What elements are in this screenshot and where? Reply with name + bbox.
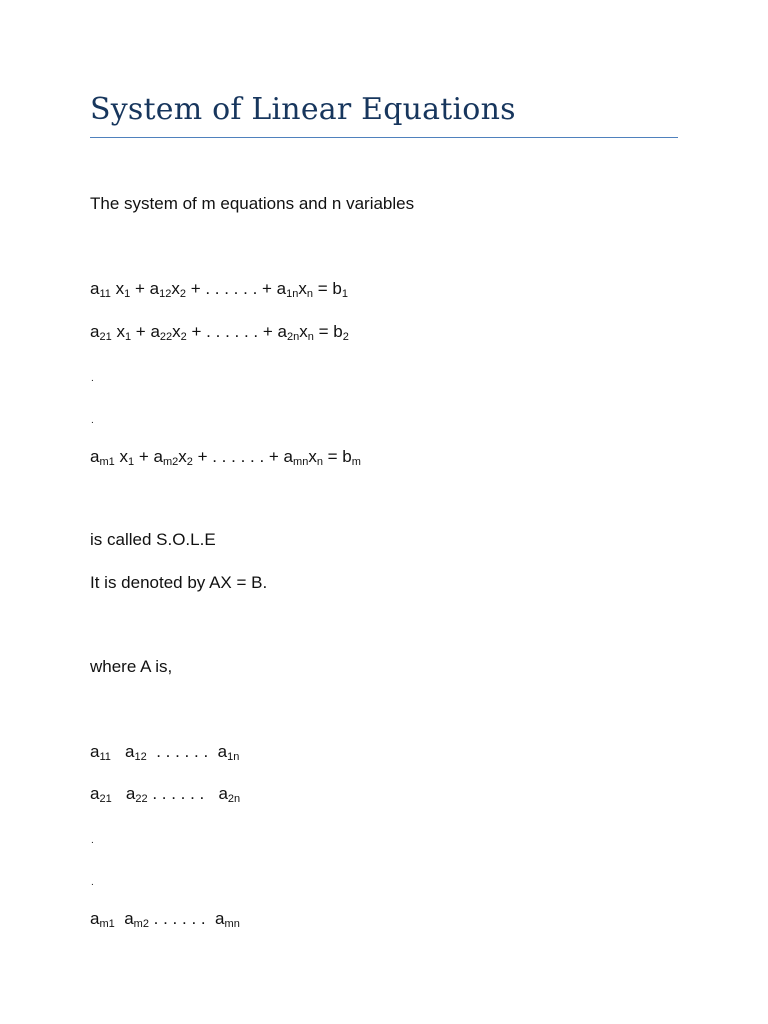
denoted-text: It is denoted by AX = B. xyxy=(90,573,268,592)
ellipsis-dot: . xyxy=(91,835,94,846)
eqm-b-sub: m xyxy=(351,456,361,468)
eq2-xn: x xyxy=(299,322,308,341)
eqm-x2-sub: 2 xyxy=(186,456,193,468)
eqm-x2: x xyxy=(178,447,187,466)
m2-a2: a xyxy=(111,784,136,803)
eq2-x2: x xyxy=(172,322,181,341)
equation-2 xyxy=(90,321,349,343)
eq1-a: a xyxy=(90,279,100,298)
ellipsis-dot: . xyxy=(91,877,94,888)
where-text: where A is, xyxy=(90,657,173,676)
m2-s1: 21 xyxy=(99,793,112,805)
eq1-eq: = b xyxy=(313,279,342,298)
equation-m xyxy=(90,446,361,468)
eq1-xn: x xyxy=(298,279,307,298)
mm-s2: m2 xyxy=(133,918,149,930)
m2-s2: 22 xyxy=(135,793,148,805)
mm-a: a xyxy=(90,909,100,928)
matrix-row-2 xyxy=(90,783,240,805)
eqm-xn-sub: n xyxy=(316,456,323,468)
m2-s3: 2n xyxy=(227,793,241,805)
eq2-xn-sub: n xyxy=(307,331,314,343)
eq2-x1-sub: 1 xyxy=(124,331,132,343)
eq1-x1-sub: 1 xyxy=(124,288,131,300)
eq2-eq: = b xyxy=(313,322,343,341)
eqm-p1: + a xyxy=(134,447,163,466)
m1-dots: . . . . . . a xyxy=(146,742,228,761)
matrix-row-1 xyxy=(90,741,239,763)
eq1-x2-sub: 2 xyxy=(179,288,186,300)
m2-a: a xyxy=(90,784,100,803)
mm-s3: mn xyxy=(224,918,240,930)
m1-a2: a xyxy=(110,742,135,761)
eq2-dots: + . . . . . . + a xyxy=(186,322,287,341)
mm-dots: . . . . . . a xyxy=(148,909,225,928)
called-text: is called S.O.L.E xyxy=(90,530,216,549)
eq2-a-sub: 21 xyxy=(99,331,112,343)
eq2-a: a xyxy=(90,322,100,341)
m1-s2: 12 xyxy=(134,751,147,763)
eqm-am2-sub: m2 xyxy=(162,456,179,468)
eq1-x1: x xyxy=(110,279,125,298)
mm-a2: a xyxy=(114,909,134,928)
eq2-a2n-sub: 2n xyxy=(286,331,300,343)
eq1-x2: x xyxy=(171,279,180,298)
eq2-x1: x xyxy=(111,322,125,341)
eqm-eq: = b xyxy=(322,447,352,466)
eqm-dots: + . . . . . . + a xyxy=(192,447,294,466)
title-underline xyxy=(90,137,678,138)
intro-text: The system of m equations and n variables xyxy=(90,194,415,213)
eq1-p1: + a xyxy=(130,279,160,298)
eq1-a1n-sub: 1n xyxy=(286,288,299,300)
page-title: System of Linear Equations xyxy=(90,92,516,127)
eqm-a: a xyxy=(90,447,100,466)
eq2-b-sub: 2 xyxy=(342,331,349,343)
eqm-a-sub: m1 xyxy=(99,456,115,468)
eq1-b-sub: 1 xyxy=(341,288,348,300)
eqm-xn: x xyxy=(308,447,317,466)
m2-dots: . . . . . . a xyxy=(147,784,228,803)
ellipsis-dot: . xyxy=(91,373,94,384)
m1-a: a xyxy=(90,742,100,761)
eq2-a22-sub: 22 xyxy=(159,331,173,343)
m1-s3: 1n xyxy=(227,751,240,763)
eq1-dots: + . . . . . . + a xyxy=(185,279,287,298)
eq1-a-sub: 11 xyxy=(99,288,111,300)
eqm-amn-sub: mn xyxy=(293,456,309,468)
m1-s1: 11 xyxy=(99,751,111,763)
eq2-x2-sub: 2 xyxy=(180,331,187,343)
eq1-xn-sub: n xyxy=(306,288,314,300)
eqm-x1-sub: 1 xyxy=(127,456,135,468)
mm-s1: m1 xyxy=(99,918,115,930)
matrix-row-m xyxy=(90,908,240,930)
ellipsis-dot: . xyxy=(91,415,94,426)
eq1-a12-sub: 12 xyxy=(159,288,172,300)
eq2-p1: + a xyxy=(131,322,160,341)
equation-1 xyxy=(90,278,348,300)
eqm-x1: x xyxy=(114,447,128,466)
